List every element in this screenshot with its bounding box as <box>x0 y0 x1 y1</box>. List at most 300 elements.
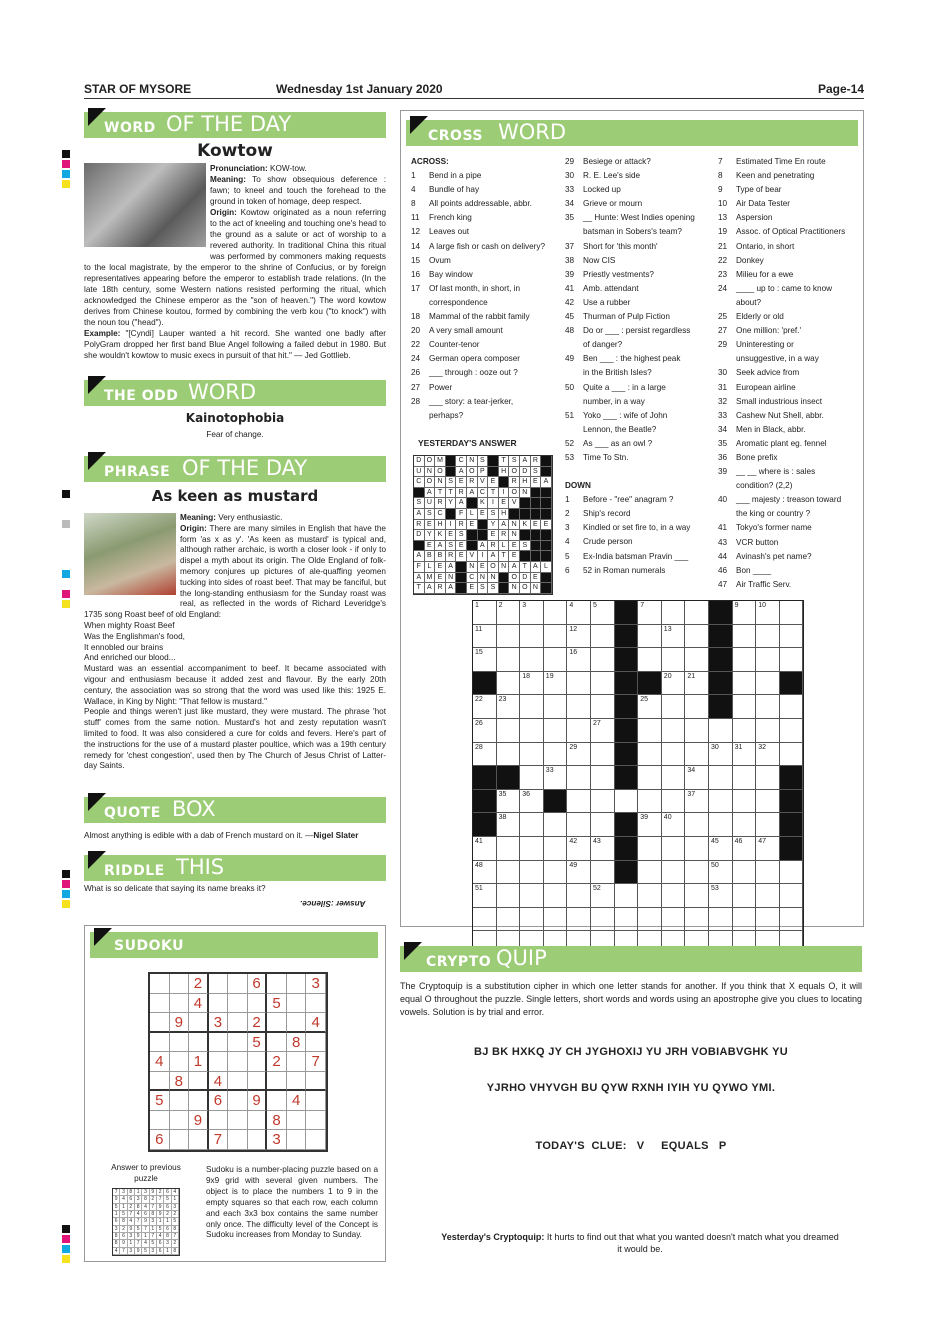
crossword-cell[interactable] <box>709 625 733 649</box>
crossword-cell[interactable] <box>756 648 780 672</box>
crossword-cell[interactable] <box>685 813 709 837</box>
crossword-cell[interactable] <box>733 813 757 837</box>
crossword-cell[interactable]: 27 <box>591 719 615 743</box>
crossword-cell[interactable]: 28 <box>473 743 497 767</box>
crossword-cell[interactable] <box>591 625 615 649</box>
crossword-cell[interactable] <box>685 837 709 861</box>
crossword-cell[interactable] <box>520 884 544 908</box>
crossword-cell[interactable] <box>473 790 497 814</box>
sudoku-cell[interactable]: 9 <box>189 1111 209 1131</box>
crossword-cell[interactable]: 7 <box>638 601 662 625</box>
clue: 41 Tokyo's former name <box>718 523 812 533</box>
crossword-cell[interactable]: 46 <box>733 837 757 861</box>
crossword-cell[interactable] <box>497 672 521 696</box>
crossword-cell[interactable] <box>685 884 709 908</box>
crossword-cell[interactable] <box>615 719 639 743</box>
sudoku-cell[interactable] <box>228 1130 248 1150</box>
sudoku-cell[interactable] <box>306 1130 326 1150</box>
sudoku-cell[interactable] <box>228 974 248 994</box>
crossword-cell[interactable]: 40 <box>662 813 686 837</box>
crossword-cell[interactable] <box>567 790 591 814</box>
sudoku-cell[interactable]: 6 <box>248 974 268 994</box>
crossword-cell[interactable] <box>567 672 591 696</box>
sudoku-cell[interactable] <box>170 994 190 1014</box>
sudoku-cell[interactable] <box>170 1052 190 1072</box>
sudoku-cell[interactable] <box>209 1033 229 1053</box>
sudoku-cell[interactable]: 3 <box>306 974 326 994</box>
crossword-cell[interactable]: 42 <box>567 837 591 861</box>
sudoku-cell[interactable]: 1 <box>189 1052 209 1072</box>
crossword-cell[interactable] <box>497 648 521 672</box>
crossword-cell[interactable] <box>733 861 757 885</box>
sudoku-cell[interactable] <box>248 1111 268 1131</box>
crossword-cell[interactable] <box>780 861 804 885</box>
crossword-cell[interactable] <box>756 861 780 885</box>
crossword-cell[interactable] <box>662 695 686 719</box>
crossword-cell[interactable] <box>638 837 662 861</box>
yesterday-cell: A <box>488 551 499 562</box>
crossword-cell[interactable] <box>567 884 591 908</box>
crossword-cell[interactable] <box>520 908 544 932</box>
prev-sudoku-cell: 9 <box>128 1226 135 1233</box>
crossword-cell[interactable] <box>520 766 544 790</box>
sudoku-cell[interactable] <box>209 1111 229 1131</box>
sudoku-cell[interactable]: 6 <box>150 1130 170 1150</box>
crossword-cell[interactable] <box>615 695 639 719</box>
crossword-cell[interactable] <box>615 790 639 814</box>
sudoku-cell[interactable] <box>287 1072 307 1092</box>
sudoku-cell[interactable] <box>170 974 190 994</box>
crossword-cell[interactable] <box>638 766 662 790</box>
sudoku-cell[interactable] <box>209 1052 229 1072</box>
crossword-cell[interactable] <box>780 766 804 790</box>
crossword-cell[interactable]: 19 <box>544 672 568 696</box>
sudoku-cell[interactable] <box>248 1052 268 1072</box>
crossword-cell[interactable] <box>709 719 733 743</box>
crossword-cell[interactable]: 45 <box>709 837 733 861</box>
crossword-cell[interactable] <box>520 743 544 767</box>
crossword-cell[interactable]: 18 <box>520 672 544 696</box>
sudoku-cell[interactable] <box>267 1072 287 1092</box>
crossword-cell[interactable] <box>709 766 733 790</box>
crossword-cell[interactable] <box>733 908 757 932</box>
crossword-cell[interactable] <box>497 766 521 790</box>
sudoku-cell[interactable] <box>189 1091 209 1111</box>
yesterday-cell: E <box>425 541 436 552</box>
crossword-cell[interactable] <box>615 625 639 649</box>
crossword-cell[interactable] <box>638 884 662 908</box>
crossword-cell[interactable] <box>497 743 521 767</box>
crossword-cell[interactable] <box>520 861 544 885</box>
crossword-cell[interactable] <box>662 837 686 861</box>
crossword-cell[interactable] <box>662 766 686 790</box>
sudoku-cell[interactable] <box>209 994 229 1014</box>
crossword-cell[interactable] <box>756 790 780 814</box>
crossword-cell[interactable] <box>544 813 568 837</box>
crossword-cell[interactable] <box>733 884 757 908</box>
sudoku-cell[interactable] <box>228 1033 248 1053</box>
sudoku-cell[interactable]: 8 <box>170 1072 190 1092</box>
crossword-cell[interactable]: 25 <box>638 695 662 719</box>
sudoku-cell[interactable]: 3 <box>209 1013 229 1033</box>
crossword-cell[interactable] <box>685 648 709 672</box>
crossword-cell[interactable]: 53 <box>709 884 733 908</box>
crossword-cell[interactable] <box>733 695 757 719</box>
sudoku-cell[interactable] <box>248 994 268 1014</box>
crossword-cell[interactable] <box>615 766 639 790</box>
crossword-cell[interactable] <box>685 695 709 719</box>
crossword-cell[interactable] <box>615 861 639 885</box>
sudoku-cell[interactable] <box>267 1091 287 1111</box>
crossword-cell[interactable] <box>567 695 591 719</box>
sudoku-cell[interactable] <box>209 974 229 994</box>
sudoku-cell[interactable] <box>150 1013 170 1033</box>
crossword-cell[interactable] <box>756 695 780 719</box>
sudoku-cell[interactable]: 5 <box>150 1091 170 1111</box>
crossword-cell[interactable]: 23 <box>497 695 521 719</box>
crossword-cell[interactable] <box>544 601 568 625</box>
sudoku-cell[interactable] <box>150 994 170 1014</box>
crossword-cell[interactable] <box>780 672 804 696</box>
prev-sudoku-cell: 6 <box>164 1204 171 1211</box>
sudoku-cell[interactable] <box>287 974 307 994</box>
crossword-cell[interactable]: 51 <box>473 884 497 908</box>
sudoku-cell[interactable] <box>150 1033 170 1053</box>
crossword-cell[interactable] <box>638 672 662 696</box>
crossword-cell[interactable] <box>544 719 568 743</box>
crossword-cell[interactable] <box>780 601 804 625</box>
crossword-cell[interactable]: 20 <box>662 672 686 696</box>
crossword-cell[interactable] <box>780 837 804 861</box>
crossword-cell[interactable]: 48 <box>473 861 497 885</box>
crossword-cell[interactable]: 13 <box>662 625 686 649</box>
crossword-cell[interactable]: 47 <box>756 837 780 861</box>
crossword-cell[interactable] <box>756 766 780 790</box>
sudoku-cell[interactable] <box>228 994 248 1014</box>
sudoku-cell[interactable] <box>267 1013 287 1033</box>
crossword-cell[interactable] <box>756 672 780 696</box>
sudoku-cell[interactable] <box>228 1052 248 1072</box>
crossword-cell[interactable]: 11 <box>473 625 497 649</box>
crossword-cell[interactable] <box>544 625 568 649</box>
crossword-cell[interactable] <box>709 601 733 625</box>
crossword-cell[interactable] <box>591 648 615 672</box>
sudoku-cell[interactable] <box>189 1033 209 1053</box>
sudoku-cell[interactable]: 7 <box>209 1130 229 1150</box>
crossword-cell[interactable]: 50 <box>709 861 733 885</box>
crossword-cell[interactable] <box>638 861 662 885</box>
sudoku-cell[interactable] <box>228 1013 248 1033</box>
crossword-cell[interactable]: 30 <box>709 743 733 767</box>
crossword-cell[interactable]: 1 <box>473 601 497 625</box>
crossword-cell[interactable]: 15 <box>473 648 497 672</box>
sudoku-cell[interactable] <box>150 1072 170 1092</box>
crossword-cell[interactable] <box>733 625 757 649</box>
cryptoquip-clue: TODAY'S CLUE: V EQUALS P <box>535 1140 727 1152</box>
crossword-cell[interactable]: 49 <box>567 861 591 885</box>
sudoku-cell[interactable] <box>287 1013 307 1033</box>
crossword-cell[interactable] <box>733 766 757 790</box>
crossword-cell[interactable] <box>473 766 497 790</box>
sudoku-cell[interactable] <box>248 1072 268 1092</box>
yesterday-cell: O <box>509 467 520 478</box>
crossword-cell[interactable] <box>780 625 804 649</box>
clue: 22 Counter-tenor <box>411 340 480 350</box>
prev-sudoku-cell: 7 <box>135 1218 142 1225</box>
yesterday-cell: A <box>435 541 446 552</box>
crossword-cell[interactable] <box>685 743 709 767</box>
crossword-cell[interactable] <box>685 908 709 932</box>
crossword-cell[interactable] <box>638 743 662 767</box>
crossword-cell[interactable] <box>473 908 497 932</box>
crossword-cell[interactable] <box>544 908 568 932</box>
crossword-cell[interactable]: 36 <box>520 790 544 814</box>
crossword-cell[interactable] <box>780 743 804 767</box>
crossword-cell[interactable] <box>615 837 639 861</box>
crossword-cell[interactable]: 21 <box>685 672 709 696</box>
crossword-cell[interactable] <box>520 837 544 861</box>
crossword-cell[interactable] <box>780 908 804 932</box>
sudoku-cell[interactable] <box>228 1111 248 1131</box>
crossword-cell[interactable] <box>497 837 521 861</box>
crossword-cell[interactable]: 33 <box>544 766 568 790</box>
sudoku-cell[interactable]: 5 <box>267 994 287 1014</box>
sudoku-cell[interactable] <box>170 1130 190 1150</box>
crossword-cell[interactable] <box>662 790 686 814</box>
crossword-cell[interactable] <box>709 813 733 837</box>
crossword-cell[interactable] <box>780 695 804 719</box>
crossword-cell[interactable] <box>497 719 521 743</box>
crossword-cell[interactable] <box>662 743 686 767</box>
crossword-cell[interactable] <box>662 719 686 743</box>
crossword-cell[interactable]: 52 <box>591 884 615 908</box>
crossword-cell[interactable] <box>733 719 757 743</box>
sudoku-cell[interactable] <box>306 1033 326 1053</box>
crossword-cell[interactable]: 22 <box>473 695 497 719</box>
crossword-cell[interactable] <box>780 884 804 908</box>
crossword-cell[interactable] <box>473 672 497 696</box>
crossword-cell[interactable]: 31 <box>733 743 757 767</box>
crossword-cell[interactable] <box>780 648 804 672</box>
sudoku-cell[interactable]: 9 <box>170 1013 190 1033</box>
sudoku-grid <box>148 972 328 1152</box>
sudoku-cell[interactable]: 4 <box>189 994 209 1014</box>
sudoku-cell[interactable]: 4 <box>150 1052 170 1072</box>
yesterday-cell: E <box>509 541 520 552</box>
sudoku-cell[interactable]: 4 <box>306 1013 326 1033</box>
crossword-cell[interactable] <box>567 719 591 743</box>
crossword-cell[interactable] <box>497 861 521 885</box>
crossword-cell[interactable] <box>473 813 497 837</box>
sudoku-cell[interactable] <box>306 1091 326 1111</box>
sudoku-cell[interactable]: 6 <box>209 1091 229 1111</box>
crossword-cell[interactable] <box>544 743 568 767</box>
crossword-cell[interactable] <box>591 695 615 719</box>
crossword-cell[interactable] <box>591 908 615 932</box>
crossword-cell[interactable] <box>567 766 591 790</box>
prev-sudoku-cell: 2 <box>157 1189 164 1196</box>
crossword-cell[interactable]: 41 <box>473 837 497 861</box>
crossword-cell[interactable] <box>638 719 662 743</box>
crossword-cell[interactable] <box>685 625 709 649</box>
crossword-cell[interactable]: 3 <box>520 601 544 625</box>
sudoku-cell[interactable] <box>248 1130 268 1150</box>
sudoku-cell[interactable] <box>306 1111 326 1131</box>
crossword-cell[interactable]: 35 <box>497 790 521 814</box>
crossword-cell[interactable] <box>520 813 544 837</box>
crossword-cell[interactable] <box>615 743 639 767</box>
sudoku-cell[interactable]: 8 <box>267 1111 287 1131</box>
sudoku-cell[interactable] <box>189 1013 209 1033</box>
sudoku-cell[interactable] <box>189 1072 209 1092</box>
crossword-cell[interactable] <box>662 648 686 672</box>
yesterday-cell: T <box>499 456 510 467</box>
crossword-cell[interactable] <box>662 908 686 932</box>
sudoku-cell[interactable] <box>287 994 307 1014</box>
sudoku-prev-grid <box>112 1188 180 1256</box>
crossword-cell[interactable] <box>544 648 568 672</box>
sudoku-cell[interactable]: 4 <box>209 1072 229 1092</box>
crossword-cell[interactable] <box>733 672 757 696</box>
sudoku-cell[interactable] <box>306 994 326 1014</box>
sudoku-cell[interactable]: 8 <box>287 1033 307 1053</box>
crossword-cell[interactable] <box>638 908 662 932</box>
crossword-cell[interactable]: 16 <box>567 648 591 672</box>
crossword-cell[interactable] <box>685 601 709 625</box>
sudoku-cell[interactable] <box>287 1111 307 1131</box>
crossword-cell[interactable]: 12 <box>567 625 591 649</box>
crossword-cell[interactable] <box>567 813 591 837</box>
crossword-cell[interactable]: 34 <box>685 766 709 790</box>
crossword-cell[interactable]: 26 <box>473 719 497 743</box>
crossword-cell[interactable] <box>780 719 804 743</box>
crossword-cell[interactable] <box>615 908 639 932</box>
cryptoquip-line-1: BJ BK HXKQ JY CH JYGHOXIJ YU JRH VOBIABVGHK YU <box>474 1046 788 1058</box>
sudoku-cell[interactable]: 3 <box>267 1130 287 1150</box>
sudoku-cell[interactable] <box>287 1052 307 1072</box>
sudoku-cell[interactable] <box>150 974 170 994</box>
crossword-cell[interactable] <box>756 884 780 908</box>
crossword-cell[interactable]: 9 <box>733 601 757 625</box>
sudoku-cell[interactable] <box>189 1130 209 1150</box>
crossword-cell[interactable] <box>733 648 757 672</box>
sudoku-cell[interactable] <box>267 974 287 994</box>
crossword-cell[interactable] <box>638 625 662 649</box>
crossword-cell[interactable] <box>756 908 780 932</box>
crossword-cell[interactable] <box>685 861 709 885</box>
crossword-cell[interactable]: 4 <box>567 601 591 625</box>
sudoku-cell[interactable] <box>150 1111 170 1131</box>
sudoku-cell[interactable] <box>170 1111 190 1131</box>
sudoku-cell[interactable]: 5 <box>248 1033 268 1053</box>
sudoku-cell[interactable] <box>170 1033 190 1053</box>
crossword-cell[interactable]: 43 <box>591 837 615 861</box>
sudoku-cell[interactable]: 4 <box>287 1091 307 1111</box>
crossword-cell[interactable]: 10 <box>756 601 780 625</box>
crossword-cell[interactable] <box>685 719 709 743</box>
yesterday-cell <box>531 551 542 562</box>
crossword-cell[interactable] <box>780 790 804 814</box>
crossword-cell[interactable] <box>615 601 639 625</box>
sudoku-cell[interactable]: 2 <box>189 974 209 994</box>
crossword-cell[interactable] <box>709 908 733 932</box>
crossword-cell[interactable] <box>591 766 615 790</box>
crossword-cell[interactable] <box>520 625 544 649</box>
crossword-cell[interactable] <box>544 790 568 814</box>
crossword-cell[interactable] <box>544 837 568 861</box>
crossword-cell[interactable] <box>591 861 615 885</box>
crossword-cell[interactable] <box>615 884 639 908</box>
crossword-cell[interactable] <box>662 861 686 885</box>
yesterday-cell <box>478 530 489 541</box>
yesterday-cell: B <box>435 551 446 562</box>
crossword-cell[interactable] <box>638 790 662 814</box>
crossword-cell[interactable]: 2 <box>497 601 521 625</box>
crossword-cell[interactable] <box>544 861 568 885</box>
crossword-cell[interactable]: 38 <box>497 813 521 837</box>
crossword-cell[interactable] <box>497 884 521 908</box>
crossword-cell[interactable] <box>733 790 757 814</box>
riddle-question: What is so delicate that saying its name breaks it? <box>84 884 266 893</box>
crossword-cell[interactable] <box>709 648 733 672</box>
crossword-cell[interactable]: 39 <box>638 813 662 837</box>
crossword-cell[interactable] <box>520 719 544 743</box>
crossword-cell[interactable] <box>756 719 780 743</box>
sudoku-cell[interactable]: 7 <box>306 1052 326 1072</box>
crossword-cell[interactable]: 5 <box>591 601 615 625</box>
crossword-cell[interactable] <box>544 884 568 908</box>
crossword-cell[interactable] <box>615 672 639 696</box>
sudoku-cell[interactable] <box>170 1091 190 1111</box>
crossword-cell[interactable] <box>591 813 615 837</box>
crossword-cell[interactable] <box>520 695 544 719</box>
crossword-cell[interactable] <box>756 813 780 837</box>
yesterday-cell: C <box>414 477 425 488</box>
crossword-cell[interactable] <box>591 672 615 696</box>
crossword-cell[interactable] <box>567 908 591 932</box>
sudoku-cell[interactable]: 2 <box>267 1052 287 1072</box>
crossword-cell[interactable] <box>662 884 686 908</box>
yesterday-cell: E <box>531 477 542 488</box>
crossword-cell[interactable] <box>591 790 615 814</box>
crossword-cell[interactable]: 29 <box>567 743 591 767</box>
prev-sudoku-cell: 6 <box>142 1211 149 1218</box>
crossword-cell[interactable] <box>780 813 804 837</box>
crossword-cell[interactable] <box>497 625 521 649</box>
crossword-cell[interactable] <box>497 908 521 932</box>
crossword-cell[interactable]: 37 <box>685 790 709 814</box>
crossword-cell[interactable] <box>709 672 733 696</box>
crossword-cell[interactable] <box>615 813 639 837</box>
crossword-cell[interactable] <box>756 625 780 649</box>
sudoku-cell[interactable]: 9 <box>248 1091 268 1111</box>
crossword-cell[interactable] <box>544 695 568 719</box>
sudoku-cell[interactable] <box>228 1072 248 1092</box>
sudoku-cell[interactable] <box>267 1033 287 1053</box>
crossword-cell[interactable] <box>638 648 662 672</box>
sudoku-cell[interactable] <box>306 1072 326 1092</box>
crossword-cell[interactable] <box>615 648 639 672</box>
sudoku-cell[interactable] <box>287 1130 307 1150</box>
sudoku-cell[interactable]: 2 <box>248 1013 268 1033</box>
crossword-cell[interactable] <box>662 601 686 625</box>
crossword-cell[interactable] <box>709 695 733 719</box>
crossword-cell[interactable]: 32 <box>756 743 780 767</box>
crossword-cell[interactable] <box>520 648 544 672</box>
crossword-cell[interactable] <box>591 743 615 767</box>
sudoku-cell[interactable] <box>228 1091 248 1111</box>
crossword-cell[interactable] <box>709 790 733 814</box>
